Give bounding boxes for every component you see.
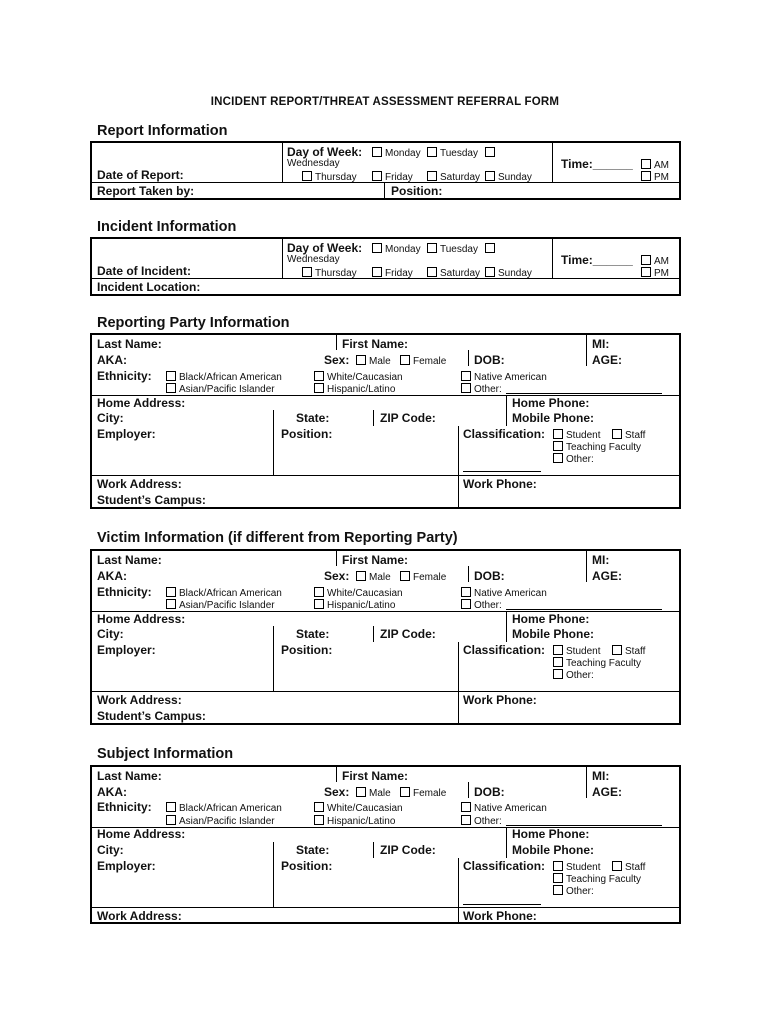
aka-label: AKA: (97, 569, 127, 583)
divider (506, 395, 507, 426)
divider (586, 766, 587, 798)
dob-label: DOB: (474, 785, 505, 799)
incident-day-of-week-label: Day of Week: (287, 241, 363, 255)
checkbox-staff[interactable]: Staff (612, 429, 645, 441)
ethnicity-label: Ethnicity: (97, 585, 152, 599)
checkbox-white[interactable]: White/Caucasian (314, 802, 403, 814)
checkbox-faculty[interactable]: Teaching Faculty (553, 657, 641, 669)
mobile-phone-label: Mobile Phone: (512, 843, 594, 857)
checkbox-class-other[interactable]: Other: (553, 885, 594, 897)
divider (282, 142, 283, 182)
checkbox-friday[interactable]: Friday (372, 267, 413, 279)
checkbox-friday[interactable]: Friday (372, 171, 413, 183)
checkbox-tuesday[interactable]: Tuesday (427, 243, 478, 255)
incident-location-label: Incident Location: (97, 280, 201, 294)
state-label: State: (296, 627, 330, 641)
reporting-party-heading: Reporting Party Information (97, 315, 290, 331)
state-label: State: (296, 411, 330, 425)
first-name-label: First Name: (342, 769, 409, 783)
checkbox-pm[interactable]: PM (641, 171, 669, 183)
checkbox-other[interactable]: Other: (461, 815, 502, 827)
zip-label: ZIP Code: (380, 627, 436, 641)
checkbox-asian[interactable]: Asian/Pacific Islander (166, 815, 275, 827)
checkbox-male[interactable]: Male (356, 787, 391, 799)
checkbox-hispanic[interactable]: Hispanic/Latino (314, 815, 395, 827)
aka-label: AKA: (97, 785, 127, 799)
divider (373, 626, 374, 642)
divider (552, 238, 553, 278)
last-name-label: Last Name: (97, 769, 162, 783)
report-heading: Report Information (97, 123, 228, 139)
checkbox-class-other[interactable]: Other: (553, 453, 594, 465)
employer-label: Employer: (97, 859, 156, 873)
age-label: AGE: (592, 353, 622, 367)
divider (586, 334, 587, 366)
divider (373, 842, 374, 858)
form-title: INCIDENT REPORT/THREAT ASSESSMENT REFERRAL FORM (210, 96, 560, 108)
blank-line (463, 471, 541, 472)
checkbox-class-other[interactable]: Other: (553, 669, 594, 681)
classification-label: Classification: (463, 643, 546, 657)
employer-label: Employer: (97, 643, 156, 657)
checkbox-native[interactable]: Native American (461, 802, 547, 814)
position-label: Position: (281, 643, 333, 657)
checkbox-hispanic[interactable]: Hispanic/Latino (314, 599, 395, 611)
checkbox-sunday[interactable]: Sunday (485, 267, 532, 279)
wednesday-label: Wednesday (287, 254, 340, 265)
divider (373, 410, 374, 426)
checkbox-hispanic[interactable]: Hispanic/Latino (314, 383, 395, 395)
work-phone-label: Work Phone: (463, 909, 537, 923)
work-address-label: Work Address: (97, 909, 182, 923)
victim-heading: Victim Information (if different from Reporting Party) (97, 530, 458, 546)
checkbox-am[interactable]: AM (641, 159, 669, 171)
blank-line (506, 825, 662, 826)
checkbox-black[interactable]: Black/African American (166, 371, 282, 383)
divider (552, 142, 553, 182)
divider (468, 782, 469, 798)
checkbox-student[interactable]: Student (553, 861, 600, 873)
divider (91, 475, 680, 476)
incident-time-label: Time:______ (561, 253, 633, 267)
sex-label: Sex: (324, 785, 350, 799)
checkbox-female[interactable]: Female (400, 787, 446, 799)
campus-label: Student’s Campus: (97, 709, 206, 723)
divider (91, 907, 680, 908)
report-position-label: Position: (391, 184, 443, 198)
aka-label: AKA: (97, 353, 127, 367)
day-of-week-label: Day of Week: (287, 145, 363, 159)
mi-label: MI: (592, 337, 610, 351)
home-address-label: Home Address: (97, 612, 186, 626)
mobile-phone-label: Mobile Phone: (512, 411, 594, 425)
mi-label: MI: (592, 769, 610, 783)
employer-label: Employer: (97, 427, 156, 441)
divider (458, 426, 459, 508)
city-label: City: (97, 627, 124, 641)
report-taken-by-label: Report Taken by: (97, 184, 195, 198)
checkbox-wednesday[interactable] (485, 147, 498, 159)
ethnicity-label: Ethnicity: (97, 369, 152, 383)
campus-label: Student’s Campus: (97, 493, 206, 507)
checkbox-asian[interactable]: Asian/Pacific Islander (166, 599, 275, 611)
divider (336, 550, 337, 566)
checkbox-pm[interactable]: PM (641, 267, 669, 279)
checkbox-other[interactable]: Other: (461, 383, 502, 395)
blank-line (506, 609, 662, 610)
checkbox-female[interactable]: Female (400, 355, 446, 367)
home-phone-label: Home Phone: (512, 827, 590, 841)
checkbox-male[interactable]: Male (356, 355, 391, 367)
zip-label: ZIP Code: (380, 411, 436, 425)
blank-line (463, 904, 541, 905)
first-name-label: First Name: (342, 337, 409, 351)
divider (336, 334, 337, 350)
checkbox-asian[interactable]: Asian/Pacific Islander (166, 383, 275, 395)
divider (273, 626, 274, 692)
zip-label: ZIP Code: (380, 843, 436, 857)
city-label: City: (97, 843, 124, 857)
checkbox-native[interactable]: Native American (461, 587, 547, 599)
checkbox-white[interactable]: White/Caucasian (314, 371, 403, 383)
checkbox-saturday[interactable]: Saturday (427, 171, 480, 183)
divider (506, 827, 507, 858)
checkbox-staff[interactable]: Staff (612, 861, 645, 873)
city-label: City: (97, 411, 124, 425)
divider (273, 410, 274, 476)
divider (282, 238, 283, 278)
mi-label: MI: (592, 553, 610, 567)
age-label: AGE: (592, 569, 622, 583)
checkbox-native[interactable]: Native American (461, 371, 547, 383)
divider (458, 858, 459, 923)
date-of-incident-label: Date of Incident: (97, 264, 192, 278)
work-phone-label: Work Phone: (463, 693, 537, 707)
ethnicity-label: Ethnicity: (97, 800, 152, 814)
wednesday-label: Wednesday (287, 158, 340, 169)
work-phone-label: Work Phone: (463, 477, 537, 491)
checkbox-black[interactable]: Black/African American (166, 802, 282, 814)
checkbox-tuesday[interactable]: Tuesday (427, 147, 478, 159)
checkbox-monday[interactable]: Monday (372, 147, 421, 159)
checkbox-staff[interactable]: Staff (612, 645, 645, 657)
first-name-label: First Name: (342, 553, 409, 567)
sex-label: Sex: (324, 569, 350, 583)
checkbox-other[interactable]: Other: (461, 599, 502, 611)
position-label: Position: (281, 859, 333, 873)
position-label: Position: (281, 427, 333, 441)
classification-label: Classification: (463, 859, 546, 873)
checkbox-black[interactable]: Black/African American (166, 587, 282, 599)
checkbox-thursday[interactable]: Thursday (302, 267, 357, 279)
mobile-phone-label: Mobile Phone: (512, 627, 594, 641)
work-address-label: Work Address: (97, 693, 182, 707)
checkbox-wednesday[interactable] (485, 243, 498, 255)
home-address-label: Home Address: (97, 827, 186, 841)
state-label: State: (296, 843, 330, 857)
checkbox-saturday[interactable]: Saturday (427, 267, 480, 279)
report-time-label: Time:______ (561, 157, 633, 171)
sex-label: Sex: (324, 353, 350, 367)
checkbox-white[interactable]: White/Caucasian (314, 587, 403, 599)
checkbox-female[interactable]: Female (400, 571, 446, 583)
classification-label: Classification: (463, 427, 546, 441)
checkbox-student[interactable]: Student (553, 645, 600, 657)
subject-heading: Subject Information (97, 746, 234, 762)
divider (273, 842, 274, 908)
date-of-report-label: Date of Report: (97, 168, 184, 182)
divider (506, 611, 507, 642)
divider (458, 642, 459, 724)
divider (586, 550, 587, 582)
home-address-label: Home Address: (97, 396, 186, 410)
last-name-label: Last Name: (97, 337, 162, 351)
home-phone-label: Home Phone: (512, 612, 590, 626)
dob-label: DOB: (474, 353, 505, 367)
home-phone-label: Home Phone: (512, 396, 590, 410)
divider (336, 766, 337, 782)
incident-heading: Incident Information (97, 219, 237, 235)
work-address-label: Work Address: (97, 477, 182, 491)
checkbox-thursday[interactable]: Thursday (302, 171, 357, 183)
divider (468, 350, 469, 366)
divider (91, 691, 680, 692)
checkbox-student[interactable]: Student (553, 429, 600, 441)
checkbox-am[interactable]: AM (641, 255, 669, 267)
checkbox-sunday[interactable]: Sunday (485, 171, 532, 183)
checkbox-male[interactable]: Male (356, 571, 391, 583)
last-name-label: Last Name: (97, 553, 162, 567)
age-label: AGE: (592, 785, 622, 799)
checkbox-monday[interactable]: Monday (372, 243, 421, 255)
checkbox-faculty[interactable]: Teaching Faculty (553, 441, 641, 453)
divider (468, 566, 469, 582)
checkbox-faculty[interactable]: Teaching Faculty (553, 873, 641, 885)
dob-label: DOB: (474, 569, 505, 583)
blank-line (506, 393, 662, 394)
divider (384, 182, 385, 199)
